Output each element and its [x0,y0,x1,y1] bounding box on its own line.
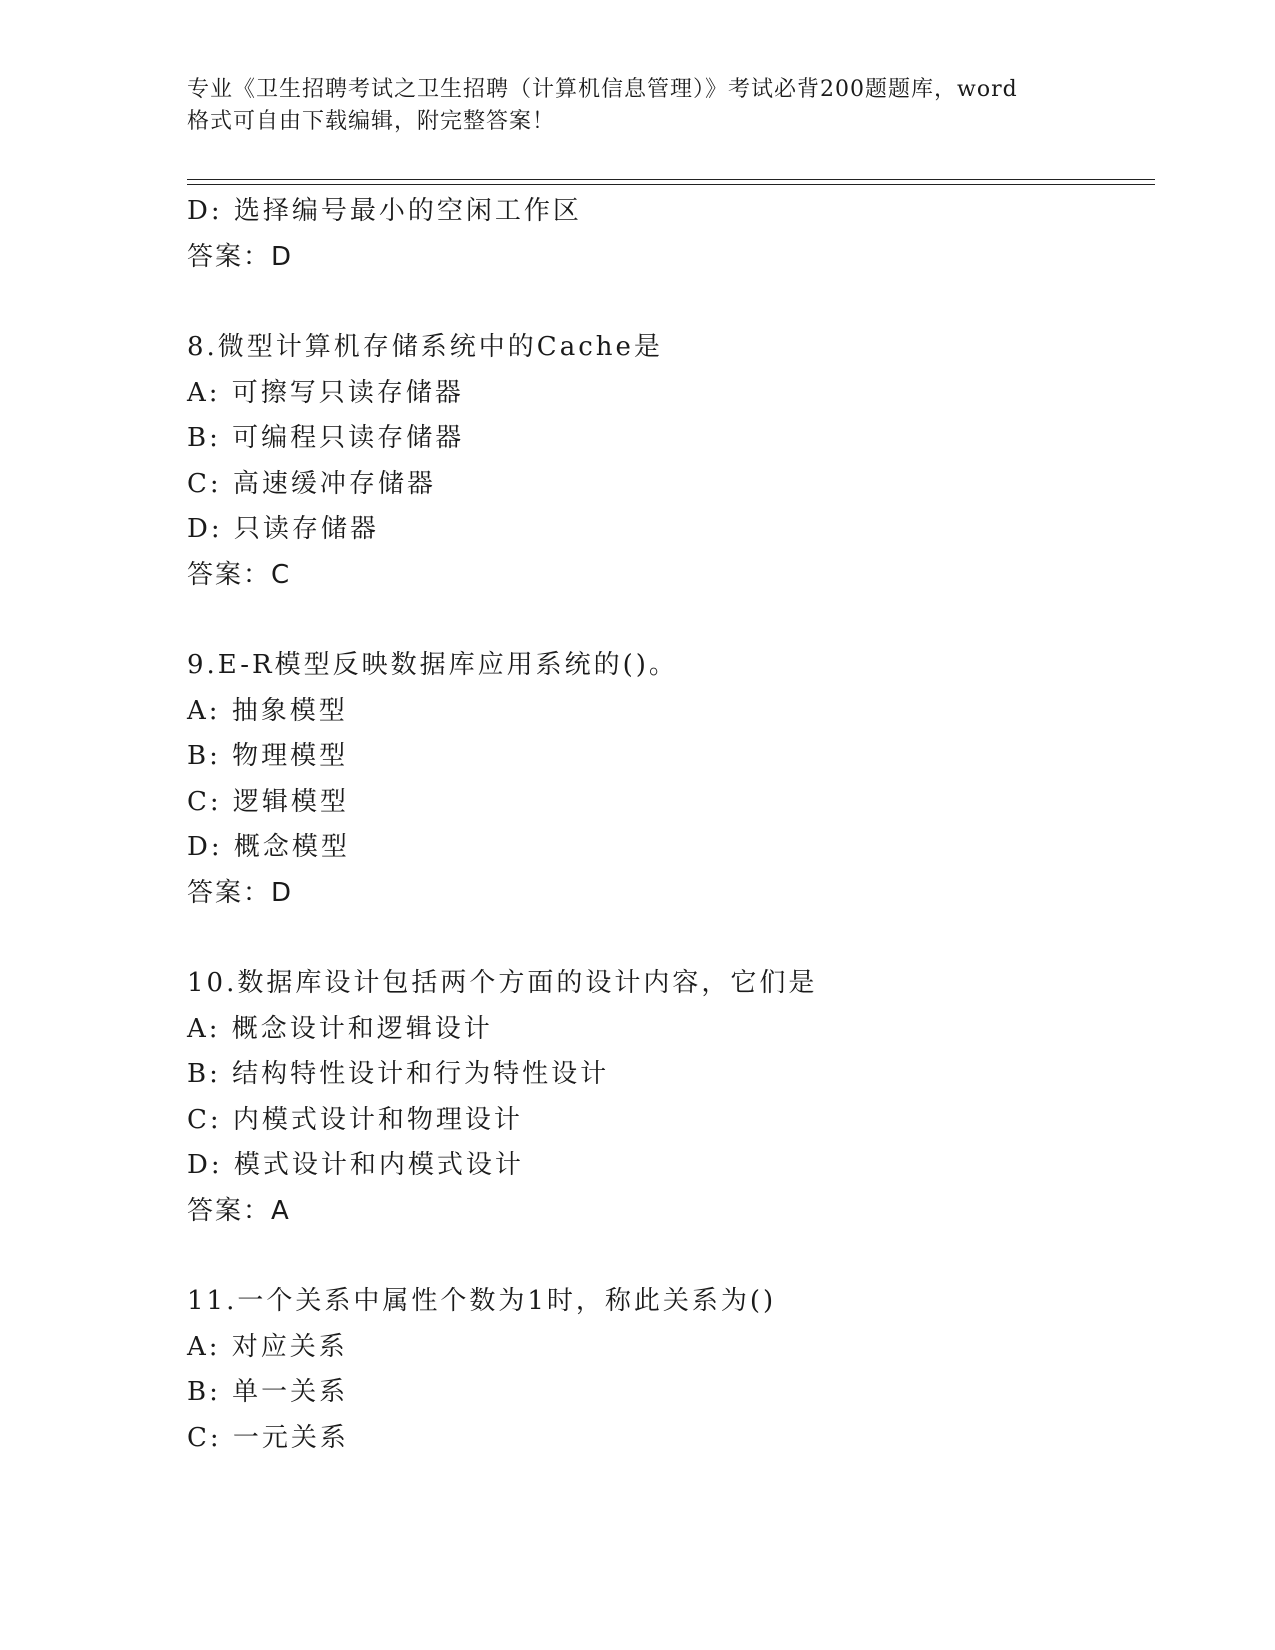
header-line-1: 专业《卫生招聘考试之卫生招聘（计算机信息管理）》考试必背200题题库，word [187,77,1018,102]
question-list [187,189,1155,1461]
prev-question-answer: 答案：D [187,241,294,272]
option-b: B: 可编程只读存储器 [187,423,465,453]
answer: 答案：A [187,1195,291,1226]
option-a: A: 概念设计和逻辑设计 [187,1013,493,1044]
answer: 答案：C [187,559,292,590]
question-8 [187,325,1155,598]
option-a: A: 抽象模型 [187,695,348,726]
question-11 [187,1279,1155,1461]
spacer [187,280,1155,325]
option-d: D: 概念模型 [187,832,350,862]
spacer [187,598,1155,643]
option-a: A: 可擦写只读存储器 [187,377,464,408]
option-d: D: 只读存储器 [187,514,379,544]
option-b: B: 单一关系 [187,1377,349,1407]
option-c: C: 逻辑模型 [187,786,349,817]
question-stem: 11.一个关系中属性个数为1时，称此关系为() [187,1286,777,1316]
question-10 [187,961,1155,1234]
question-stem: 9.E-R模型反映数据库应用系统的()。 [187,650,678,680]
question-stem: 8.微型计算机存储系统中的Cache是 [187,332,663,362]
option-c: C: 内模式设计和物理设计 [187,1104,523,1135]
option-c: C: 一元关系 [187,1422,349,1453]
header-divider-bottom [187,184,1155,185]
option-a: A: 对应关系 [187,1331,348,1362]
prev-question-option-d: D: 选择编号最小的空闲工作区 [187,196,582,226]
spacer [187,1234,1155,1279]
question-stem: 10.数据库设计包括两个方面的设计内容，它们是 [187,968,818,998]
option-b: B: 结构特性设计和行为特性设计 [187,1059,610,1089]
option-b: B: 物理模型 [187,741,349,771]
option-d: D: 模式设计和内模式设计 [187,1150,524,1180]
answer: 答案：D [187,877,294,908]
option-c: C: 高速缓冲存储器 [187,468,436,499]
header-divider-top [187,179,1155,180]
question-9 [187,643,1155,916]
header-line-2: 格式可自由下载编辑，附完整答案！ [187,109,556,134]
spacer [187,916,1155,961]
document-header [187,74,1097,138]
